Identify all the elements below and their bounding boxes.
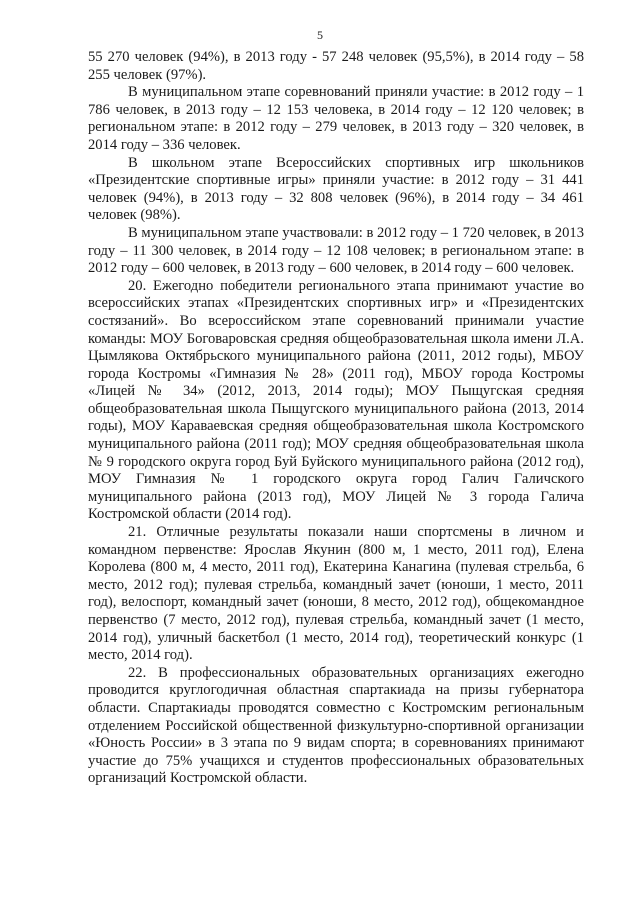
page-number: 5 [317, 28, 323, 42]
paragraph-continuation: 55 270 человек (94%), в 2013 году - 57 248 человек (95,5%), в 2014 году – 58 255 человек (97%). [88, 49, 584, 83]
paragraph-item-22: 22. В профессиональных образовательных организациях ежегодно проводится круглогодичная областная спартакиада на призы губернатора области. Спартакиады проводятся совместно с Костромским региональным отделением Российской общественной физкультурно-спортивной организации «Юность России» в 3 этапа по 9 видам спорта; в соревнованиях принимают участие до 75% учащихся и студентов профессиональных образовательных организаций Костромской области. [88, 664, 584, 787]
document-body [88, 49, 584, 788]
paragraph-municipal-stage-competitions: В муниципальном этапе соревнований приняли участие: в 2012 году – 1 786 человек, в 2013 году – 12 153 человека, в 2014 году – 12 120 человек; в региональном этапе: в 2012 году – 279 человек, в 2013 году – 320 человек, в 2014 году – 336 человек. [88, 84, 584, 153]
paragraph-item-20: 20. Ежегодно победители регионального этапа принимают участие во всероссийских этапах «Президентских спортивных игр» и «Президентских состязаний». Во всероссийском этапе соревнований принимали участие команды: МОУ Боговаровская средняя общеобразовательная школа имени Л.А. Цымлякова Октябрьского муниципального района (2011, 2012 годы), МБОУ города Костромы «Гимназия № 28» (2011 год), МБОУ города Костромы «Лицей № 34» (2012, 2013, 2014 годы); МОУ Пыщугская средняя общеобразовательная школа Пыщугского муниципального района (2013, 2014 годы), МОУ Караваевская средняя общеобразовательная школа Костромского муниципального района (2011 год); МОУ средняя общеобразовательная школа № 9 городского округа город Буй Буйского муниципального района (2012 год), МОУ Гимназия № 1 городского округа город Галич Галичского муниципального района (2013 год), МОУ Лицей № 3 города Галича Костромской области (2014 год). [88, 277, 584, 523]
paragraph-municipal-stage-games: В муниципальном этапе участвовали: в 2012 году – 1 720 человек, в 2013 году – 11 300 человек, в 2014 году – 12 108 человек; в региональном этапе: в 2012 году – 600 человек, в 2013 году – 600 человек, в 2014 году – 600 человек. [88, 224, 584, 277]
paragraph-school-stage-games: В школьном этапе Всероссийских спортивных игр школьников «Президентские спортивные игры» приняли участие: в 2012 году – 31 441 человек (94%), в 2013 году – 32 808 человек (96%), в 2014 году – 34 461 человек (98%). [88, 154, 584, 224]
paragraph-item-21: 21. Отличные результаты показали наши спортсмены в личном и командном первенстве: Ярослав Якунин (800 м, 1 место, 2011 год), Елена Королева (800 м, 4 место, 2011 год), Екатерина Канагина (пулевая стрельба, 6 место, 2012 год); пулевая стрельба, командный зачет (юноши, 1 место, 2011 год), велоспорт, командный зачет (юноши, 8 место, 2012 год), общекомандное первенство (7 место, 2012 год), пулевая стрельба, командный зачет (1 место, 2014 год), уличный баскетбол (1 место, 2014 год), теоретический конкурс (1 место, 2014 год). [88, 524, 584, 664]
